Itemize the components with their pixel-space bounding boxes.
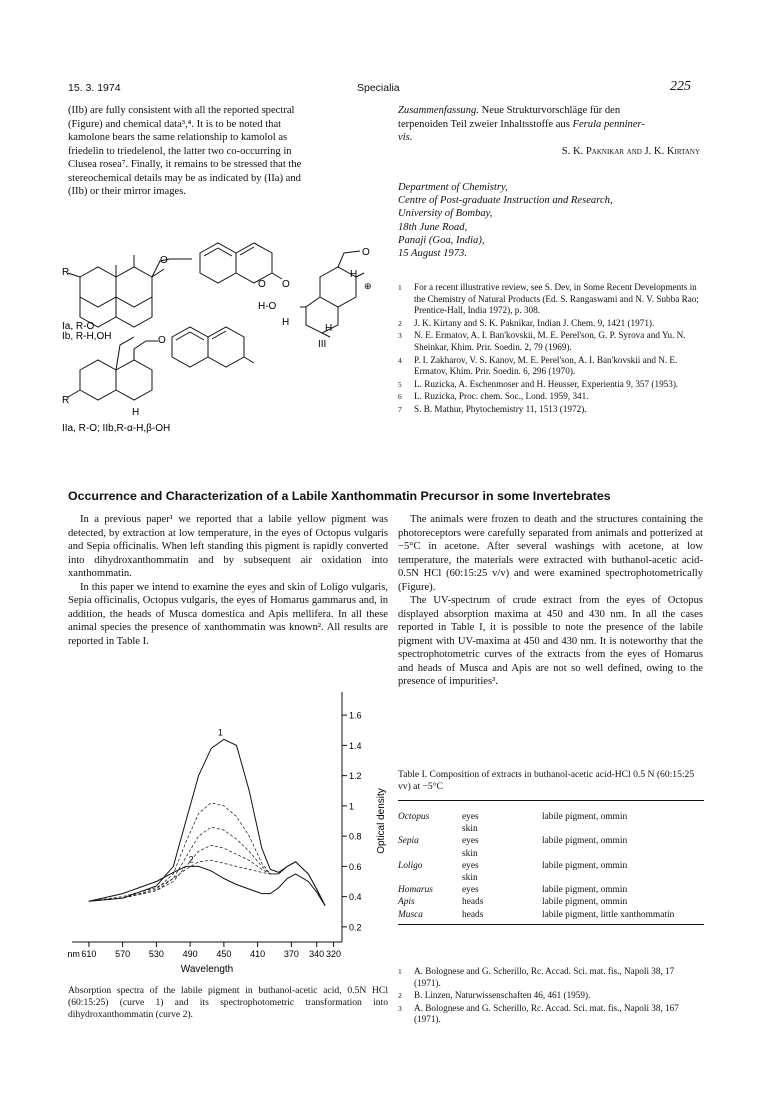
reference: 2 B. Linzen, Naturwissenschaften 46, 461 (1959). (398, 990, 591, 1001)
text-line: Clusea rosea⁷. Finally, it remains to be stressed that the (68, 159, 302, 170)
article-title: Occurrence and Characterization of a Labile Xanthommatin Precursor in some Invertebrates (68, 489, 611, 503)
coumarin-1-double (204, 247, 254, 256)
chart-series-group (89, 739, 325, 905)
table-cell-species (398, 849, 462, 861)
table-cell-content (542, 824, 704, 836)
table-cell-part: heads (462, 909, 484, 920)
page-number: 225 (670, 79, 691, 94)
affiliation-line: 18th June Road, (398, 221, 468, 233)
text-line: (IIb) are fully consistent with all the reported spectral (68, 105, 295, 116)
table-cell-part: skin (462, 872, 478, 883)
references-top (398, 282, 700, 417)
table-cell-species: Homarus (398, 885, 433, 896)
spectrum-curve (89, 845, 325, 906)
table-rule-top (398, 800, 704, 801)
reference: 1 A. Bolognese and G. Scherillo, Rc. Accad. Sci. mat. fis., Napoli 38, 17 (1971). (398, 966, 675, 988)
table-caption: Table I. Composition of extracts in buthanol-acetic acid-HCl 0.5 N (60:15:25 vv) at −5°C (398, 769, 695, 792)
y-tick-label: 1 (349, 801, 355, 812)
reference: 1 For a recent illustrative review, see S. Dev, in Some Recent Developments in the Chemistry of Natural Products (Ed. S. Rangaswami and N. V. Subba Rao; Prentice-Hall, India 1972), p. 308. (398, 282, 699, 316)
zusammen-species-a: Ferula penniner- (572, 118, 645, 130)
affiliation-line: University of Bombay, (398, 208, 493, 220)
y-tick-label: 0.6 (349, 861, 362, 872)
table-row (398, 910, 704, 922)
zusammen-species-b: vis. (398, 132, 413, 143)
text-line: kamolone bears the same relationship to kamolol as (68, 132, 288, 143)
table-cell-content: labile pigment, ommin (542, 897, 628, 908)
reference: 3 A. Bolognese and G. Scherillo, Rc. Accad. Sci. mat. fis., Napoli 38, 167 (1971). (398, 1002, 679, 1025)
table-row (398, 812, 704, 824)
curve-label-2: 2 (188, 854, 194, 865)
coumarin-2-benzene (172, 327, 208, 367)
reference: 4 P. I. Zakharov, V. S. Kanov, M. E. Perel'son, A. I. Ban'kovskii and N. E. Ermatov, Khim. Prir. Soedin. 6, 296 (1970). (398, 354, 678, 377)
table-row (398, 897, 704, 909)
chart-axes (67, 692, 387, 975)
label-plus: ⊕ (364, 281, 372, 291)
zusammen-text-1: Neue Strukturvorschläge für den (478, 105, 621, 116)
coumarin-2-double (176, 331, 226, 340)
composition-table (398, 812, 704, 922)
curve-label-1: 1 (217, 727, 223, 738)
table-cell-content: labile pigment, ommin (542, 885, 628, 896)
label-ia: Ia, R-O (62, 321, 95, 332)
coumarin-1-pyrone (236, 243, 272, 283)
table-cell-species: Octopus (398, 812, 430, 822)
text-line: (IIb) or their mirror images. (68, 186, 186, 197)
x-unit-label: nm (67, 949, 80, 959)
structure-ia-ring-b (116, 267, 152, 307)
y-axis-label: Optical density (376, 788, 387, 854)
label-o5: O (362, 247, 370, 258)
figure-caption: Absorption spectra of the labile pigment in buthanol-acetic acid, 0.5N HCl (60:15:25) (curve 1) and its spectrophotometric transformation into dihydroxanthommatin (curve 2). (68, 985, 388, 1020)
structure-ia-linker (152, 259, 192, 277)
spectrum-curve (89, 860, 325, 905)
reference: 5 L. Ruzicka, A. Eschenmoser and H. Heusser, Experientia 9, 357 (1953). (398, 378, 679, 389)
table-rule-bottom (398, 924, 704, 925)
top-left-paragraph (68, 104, 388, 199)
r-substituent-2 (68, 390, 80, 397)
table-row (398, 861, 704, 873)
structure-ia-ring-a (80, 267, 116, 307)
y-tick-label: 0.8 (349, 831, 362, 842)
header-section: Specialia (357, 82, 400, 94)
table-row (398, 849, 704, 861)
table-cell-content: labile pigment, ommin (542, 812, 628, 822)
structure-ia-ring-d (116, 297, 152, 327)
coumarin-1-carbonyl (272, 273, 282, 279)
label-o4: O (158, 335, 166, 346)
x-tick-label: 450 (216, 949, 232, 959)
coumarin-2-pyrone (208, 327, 244, 367)
text-line: (Figure) and chemical data³,⁴. It is to be noted that (68, 118, 282, 130)
label-o2: O (258, 279, 266, 290)
affiliation (398, 181, 700, 260)
reference: 6 L. Ruzicka, Proc. chem. Soc., Lond. 1959, 341. (398, 391, 589, 402)
label-ii: IIa, R-O; IIb,R-α-H,β-OH (62, 423, 171, 434)
label-o3: O (282, 279, 290, 290)
table-cell-species: Musca (398, 909, 423, 920)
text-line: friedelin to triedelenol, the latter two co-occurring in (68, 145, 292, 157)
structure-ii-ring-b (116, 360, 152, 400)
label-h4: H (132, 407, 140, 418)
affiliation-line: Panaji (Goa, India), (398, 234, 485, 246)
label-h2: H (282, 317, 290, 328)
zusammenfassung (398, 104, 700, 158)
body-left (68, 513, 388, 648)
coumarin-2-carbonyl (244, 357, 254, 363)
table-row (398, 836, 704, 848)
header-date: 15. 3. 1974 (68, 82, 121, 94)
authors: S. K. Paknikar and J. K. Kirtany (561, 145, 700, 157)
table-cell-species (398, 824, 462, 836)
label-r2: R (62, 395, 70, 406)
table-cell-content (542, 849, 704, 861)
structure-ii-side (116, 337, 158, 370)
r-substituent-1 (68, 273, 80, 277)
x-tick-label: 410 (250, 949, 266, 959)
x-tick-label: 490 (182, 949, 198, 959)
body-right (398, 513, 703, 689)
coumarin-1-benzene (200, 243, 236, 283)
table-cell-part: skin (462, 848, 478, 859)
spectrum-curve (89, 827, 325, 906)
table-cell-species: Apis (398, 897, 415, 908)
table-cell-content: labile pigment, little xanthommatin (542, 909, 675, 920)
table-cell-part: heads (462, 897, 484, 908)
table-row (398, 824, 704, 836)
affiliation-line: Centre of Post-graduate Instruction and Research, (398, 195, 613, 207)
zusammen-label: Zusammenfassung. (398, 105, 479, 116)
table-cell-content (542, 873, 704, 885)
y-tick-label: 0.2 (349, 922, 362, 933)
reference: 2 J. K. Kirtany and S. K. Paknikar, Indian J. Chem. 9, 1421 (1971). (398, 317, 655, 328)
y-tick-label: 0.4 (349, 892, 362, 903)
table-cell-part: eyes (462, 885, 479, 896)
y-tick-label: 1.6 (349, 710, 362, 721)
text-line: stereochemical details may be as indicated by (IIa) and (68, 172, 301, 184)
zusammen-text-2: terpenoiden Teil zweier Inhaltsstoffe aus (398, 118, 573, 130)
table-row (398, 885, 704, 897)
label-ho: H-O (258, 301, 277, 312)
table-cell-part: eyes (462, 860, 479, 871)
label-o1: O (160, 255, 168, 266)
table-row (398, 873, 704, 885)
reference: 7 S. B. Mathur, Phytochemistry 11, 1513 (1972). (398, 403, 587, 414)
references-bottom (398, 966, 700, 1027)
x-tick-label: 340 (309, 949, 325, 959)
table-cell-part: skin (462, 824, 478, 835)
x-tick-label: 530 (148, 949, 164, 959)
x-tick-label: 570 (115, 949, 131, 959)
spectrum-curve (89, 803, 325, 906)
x-axis-label: Wavelength (180, 964, 234, 975)
x-tick-label: 320 (326, 949, 342, 959)
label-h3: H (325, 323, 333, 334)
reference: 3 N. E. Ermatov, A. I. Ban'kovskii, M. E. Perel'son, G. P. Syrova and Yu. N. Sheinkar, Khim. Prir. Soedin. 2, 79 (1969). (398, 330, 686, 352)
structure-ii-ring-a (80, 360, 116, 400)
structure-ia-methyls (116, 255, 164, 277)
label-ib: Ib, R-H,OH (62, 331, 112, 342)
table-cell-part: eyes (462, 812, 479, 822)
x-tick-label: 610 (81, 949, 97, 959)
label-h1: H (350, 269, 358, 280)
table-cell-content: labile pigment, ommin (542, 836, 628, 847)
x-tick-label: 370 (283, 949, 299, 959)
affiliation-line: 15 August 1973. (398, 248, 467, 260)
y-tick-label: 1.4 (349, 740, 362, 751)
table-cell-species (398, 873, 462, 885)
table-cell-species: Loligo (398, 860, 423, 871)
spectrum-curve (89, 739, 325, 905)
spectrum-curve (89, 866, 325, 905)
table-cell-content: labile pigment, ommin (542, 860, 628, 871)
affiliation-line: Department of Chemistry, (398, 182, 508, 193)
body-paragraph: In this paper we intend to examine the eyes and skin of Loligo vulgaris, Sepia officinalis, Octopus vulgaris, the eyes of Homarus gammarus and, in addition, the heads of Musca domestica and Apis mellifera. In all these animal species the presence of xanthommatin was known². All results are reported in Table I. (68, 581, 388, 647)
table-cell-species: Sepia (398, 836, 419, 847)
table-cell-part: eyes (462, 836, 479, 847)
body-paragraph: The UV-spectrum of crude extract from the eyes of Octopus displayed absorption maxima at 450 and 430 nm. In all the cases reported in Table I, it is possible to note the presence of the labile pigment with UV-maxima at 450 and 430 nm. It is noteworthy that the spectrophotometric curves of the extracts from the eyes of Homarus and heads of Musca and Apis are not so well defined, owing to the presence of impurities³. (398, 595, 703, 687)
y-tick-label: 1.2 (349, 771, 362, 782)
body-paragraph: The animals were frozen to death and the structures containing the photoreceptors were carefully separated from animals and potterized at −5°C in acetone. After several washings with acetone, at low temperature, the materials were extracted with buthanol-acetic acid-0.5N HCl (60:15:25 v/v) and were examined spectrophotometrically (Figure). (398, 514, 703, 593)
label-iii: III (318, 339, 327, 350)
label-r1: R (62, 267, 70, 278)
chemical-structures (60, 225, 400, 460)
spectrum-chart (60, 690, 390, 980)
body-paragraph: In a previous paper¹ we reported that a labile yellow pigment was detected, by extraction at low temperature, in the eyes of Octopus vulgaris and Sepia officinalis. When left standing this pigment is rapidly converted into dihydroxanthommatin and by subsequent air oxidation into xanthommatin. (68, 514, 388, 579)
